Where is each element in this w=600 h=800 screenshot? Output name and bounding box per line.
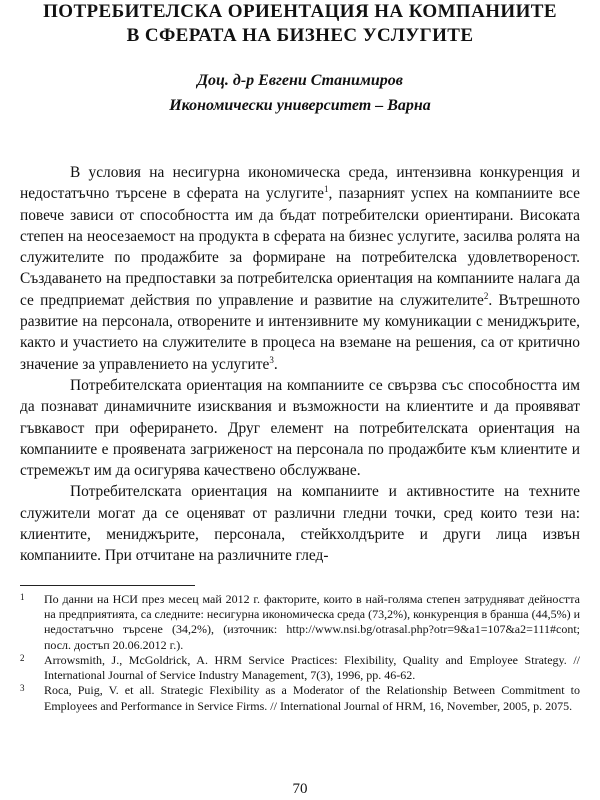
paragraph-3: Потребителската ориентация на компаниите и активностите на техните служители могат да се оценяват от различни гледни точки, сред които тези на: клиентите, мениджърите, персонала, стейкхолдърите и други лица извън компаниите. При отчитане на различните глед-: [20, 483, 580, 565]
paragraph-1-part-d: .: [273, 355, 278, 373]
footnote-2-number: 2: [20, 652, 25, 663]
article-body: [20, 162, 580, 567]
paragraph-1-part-c: . Вътрешното развитие на персонала, отворените и интензивните му комуникации с мениджърите, както и участието на служителите в процеса на вземане на решения, са от критично значение за управлението на услугите: [20, 291, 580, 373]
author-block: [20, 68, 580, 118]
footnote-3-number: 3: [20, 683, 25, 694]
title-line-2: В СФЕРАТА НА БИЗНЕС УСЛУГИТЕ: [126, 25, 474, 46]
paragraph-1: [20, 162, 580, 375]
footnote-ref-1: 1: [324, 184, 329, 195]
author-name: Доц. д-р Евгени Станимиров: [197, 72, 403, 89]
footnote-1-number: 1: [20, 591, 25, 602]
paragraph-2: Потребителската ориентация на компаниите се свързва със способността им да познават динамичните изисквания и възможности на клиентите и да проявяват гъвкавост при оферирането. Друг елемент на потребителската ориентация на компаниите е проявената загриженост на персонала по продажбите към клиентите и стремежът им да осигурява качествено обслужване.: [20, 376, 580, 480]
author-affiliation: Икономически университет – Варна: [169, 97, 431, 114]
footnote-2: [20, 653, 580, 684]
paragraph-1-part-a: В условия на несигурна икономическа среда, интензивна конкуренция и недостатъчно търсене в сферата на услугите: [20, 164, 580, 203]
footnote-ref-3: 3: [269, 354, 274, 365]
footnote-separator: [20, 585, 195, 586]
footnote-ref-2: 2: [483, 290, 489, 301]
footnote-3: [20, 683, 580, 714]
title-line-1: ПОТРЕБИТЕЛСКА ОРИЕНТАЦИЯ НА КОМПАНИИТЕ: [43, 1, 557, 22]
footnote-2-text: Arrowsmith, J., McGoldrick, A. HRM Service Practices: Flexibility, Quality and Employee Strategy. // International Journal of Service Industry Management, 7(3), 1996, pp. 46-62.: [44, 652, 580, 683]
footnote-3-text: Roca, Puig, V. et all. Strategic Flexibility as a Moderator of the Relationship Between Commitment to Employees and Performance in Service Firms. // International Journal of HRM, 16, November, 2005, p. 2075.: [44, 683, 580, 713]
footnote-1-text: По данни на НСИ през месец май 2012 г. факторите, които в най-голяма степен затрудняват дейността на предприятията, са следните: несигурна икономическа среда (73,2%), конкуренция в бранша (44,5%) и недостатъчно търсене (34,2%), (източник: http://www.nsi.bg/otrasal.php?otr=9&a1=107&a2=111#cont; посл. достъп 20.06.2012 г.).: [44, 591, 580, 652]
footnote-1: [20, 592, 580, 653]
article-title: [20, 0, 580, 48]
footnotes: [20, 592, 580, 714]
paragraph-1-part-b: , пазарният успех на компаниите все повече зависи от способността им да бъдат потребителски ориентирани. Високата степен на неосезаемост на продукта в сферата на бизнес услугите, засилва ролята на служителите по продажбите за формиране на потребителска удовлетвореност. Създаването на предпоставки за потребителска ориентация на компаниите налага да се предприемат действия по управление и развитие на служителите: [20, 185, 580, 309]
page-number: 70: [292, 781, 308, 797]
